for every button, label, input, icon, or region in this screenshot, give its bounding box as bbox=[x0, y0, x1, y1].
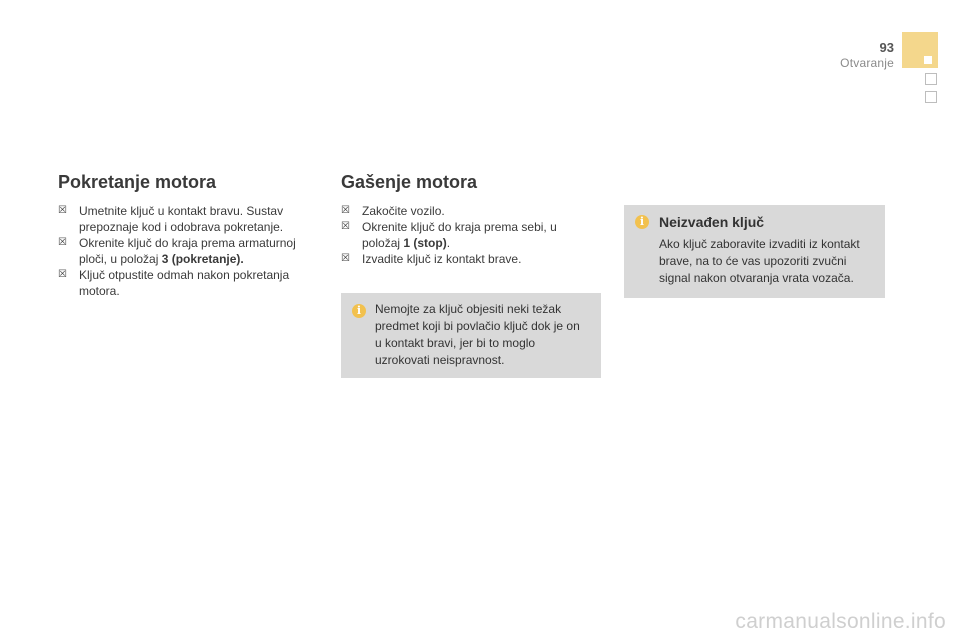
list-item-text: Umetnite ključ u kontakt bravu. Sustav prepoznaje kod i odobrava pokretanje. bbox=[79, 204, 284, 234]
list-item bbox=[58, 267, 308, 299]
tab-marker-square bbox=[924, 56, 932, 64]
watermark: carmanualsonline.info bbox=[735, 610, 946, 633]
list-item-text: Izvadite ključ iz kontakt brave. bbox=[362, 252, 522, 266]
left-column bbox=[58, 203, 308, 299]
info-icon: i bbox=[635, 215, 649, 229]
list-item bbox=[341, 219, 581, 251]
info-icon: i bbox=[352, 304, 366, 318]
chapter-tab-outline-2 bbox=[925, 91, 937, 103]
bullet-icon: ☒ bbox=[341, 205, 350, 216]
list-item bbox=[58, 235, 308, 267]
list-item-text: Okrenite ključ do kraja prema armaturnoj ploči, u položaj bbox=[79, 236, 296, 266]
heading-gasenje: Gašenje motora bbox=[341, 172, 478, 192]
section-name: Otvaranje bbox=[840, 56, 894, 70]
list-item-bold: 1 (stop) bbox=[403, 236, 447, 250]
bullet-icon: ☒ bbox=[341, 221, 350, 232]
info-box-title: Neizvađen ključ bbox=[659, 214, 765, 230]
list-item-bold: 3 (pokretanje). bbox=[161, 252, 244, 266]
list-item bbox=[341, 203, 581, 219]
list-item-text: Zakočite vozilo. bbox=[362, 204, 445, 218]
warning-note-box bbox=[341, 293, 601, 378]
heading-pokretanje: Pokretanje motora bbox=[58, 172, 217, 192]
middle-column bbox=[341, 203, 581, 267]
note-text: Nemojte za ključ objesiti neki težak predmet koji bi povlačio ključ dok je on u kontakt bravi, jer bi to moglo uzrokovati neispravnost. bbox=[375, 302, 580, 367]
chapter-tab bbox=[902, 32, 938, 68]
list-item-text: Ključ otpustite odmah nakon pokretanja motora. bbox=[79, 268, 290, 298]
info-box-text: Ako ključ zaboravite izvaditi iz kontakt brave, na to će vas upozoriti zvučni signal nakon otvaranja vrata vozača. bbox=[659, 237, 860, 285]
bullet-icon: ☒ bbox=[58, 269, 67, 280]
info-box bbox=[624, 205, 885, 298]
list-item-text: Okrenite ključ do kraja prema sebi, u položaj bbox=[362, 220, 557, 250]
list-item-text-after: . bbox=[446, 236, 451, 250]
list-item bbox=[58, 203, 308, 235]
list-item bbox=[341, 251, 581, 267]
page-number: 93 bbox=[879, 40, 894, 55]
bullet-icon: ☒ bbox=[58, 237, 67, 248]
chapter-tab-outline-1 bbox=[925, 73, 937, 85]
bullet-icon: ☒ bbox=[58, 205, 67, 216]
bullet-icon: ☒ bbox=[341, 253, 350, 264]
